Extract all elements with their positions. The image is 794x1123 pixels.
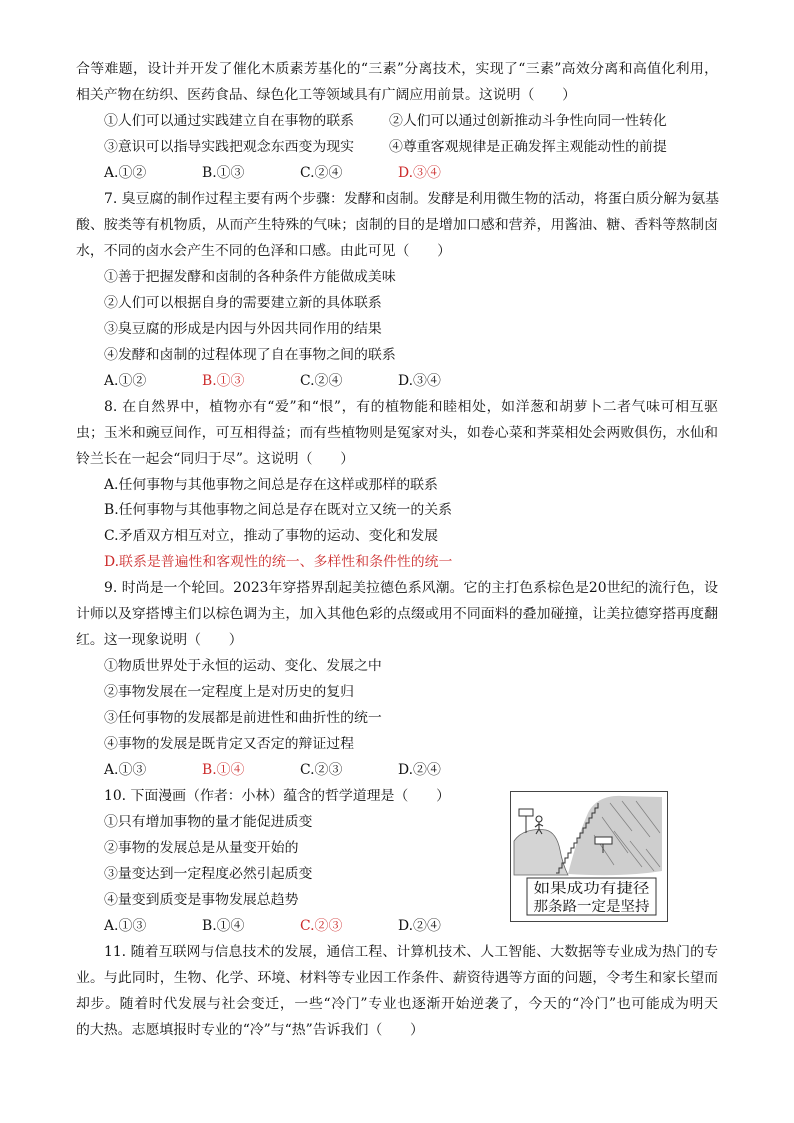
question-stem-line: 虫；玉米和豌豆间作，可互相得益；而有些植物则是冤家对头，如卷心菜和荠菜相处会两败俱伤，水仙和 bbox=[76, 424, 718, 441]
option-row bbox=[76, 109, 718, 135]
option-1: ①人们可以通过实践建立自在事物的联系 bbox=[104, 112, 355, 129]
option-3: ③意识可以指导实践把观念东西变为现实 bbox=[104, 138, 355, 155]
choice-d: D.③④ bbox=[398, 372, 441, 389]
choice-a: A.①③ bbox=[104, 917, 147, 934]
question-stem-line: 水，不同的卤水会产生不同的色泽和口感。由此可见（ ） bbox=[76, 242, 452, 259]
choice-d: D.③④ bbox=[398, 164, 441, 181]
option-3: ③臭豆腐的形成是内因与外因共同作用的结果 bbox=[104, 320, 382, 337]
question-stem-line: 的大热。志愿填报时专业的“冷”与“热”告诉我们（ ） bbox=[76, 1021, 424, 1038]
question-9 bbox=[76, 576, 718, 784]
option-4: ④事物的发展是既肯定又否定的辩证过程 bbox=[104, 736, 355, 753]
answer-choices bbox=[76, 161, 718, 187]
choice-b: B.①④ bbox=[202, 917, 245, 934]
option-2: ②人们可以根据自身的需要建立新的具体联系 bbox=[104, 294, 382, 311]
choice-c: C.②③ bbox=[300, 917, 343, 934]
question-stem-line: 10. 下面漫画（作者：小林）蕴含的哲学道理是（ ） bbox=[104, 788, 450, 805]
choice-d: D.②④ bbox=[398, 762, 441, 779]
option-4: ④尊重客观规律是正确发挥主观能动性的前提 bbox=[389, 138, 667, 155]
option-2: ②事物发展在一定程度上是对历史的复归 bbox=[104, 684, 355, 701]
choice-c: C.矛盾双方相互对立，推动了事物的运动、变化和发展 bbox=[104, 528, 439, 545]
question-stem-line: 铃兰长在一起会“同归于尽”。这说明（ ） bbox=[76, 450, 355, 467]
cartoon-image bbox=[510, 791, 668, 922]
choice-d: D.②④ bbox=[398, 917, 441, 934]
option-1: ①只有增加事物的量才能促进质变 bbox=[104, 814, 313, 831]
choice-c: C.②③ bbox=[300, 762, 343, 779]
question-11 bbox=[76, 940, 718, 1044]
choice-b: B.任何事物与其他事物之间总是存在既对立又统一的关系 bbox=[104, 502, 453, 519]
option-4: ④发酵和卤制的过程体现了自在事物之间的联系 bbox=[104, 346, 396, 363]
cartoon-caption-line-1: 如果成功有捷径 bbox=[533, 881, 632, 897]
option-1: ①善于把握发酵和卤制的各种条件方能做成美味 bbox=[104, 268, 396, 285]
choice-b: B.①③ bbox=[202, 372, 245, 389]
question-stem-line: 11. 随着互联网与信息技术的发展，通信工程、计算机技术、人工智能、大数据等专业成为热门的专 bbox=[104, 943, 718, 960]
option-3: ③量变达到一定程度必然引起质变 bbox=[104, 866, 313, 883]
option-2: ②事物的发展总是从量变开始的 bbox=[104, 840, 299, 857]
choice-a: A.任何事物与其他事物之间总是存在这样或那样的联系 bbox=[104, 476, 438, 493]
choice-a: A.①② bbox=[104, 164, 147, 181]
option-row bbox=[76, 135, 718, 161]
choice-d: D.联系是普遍性和客观性的统一、多样性和条件性的统一 bbox=[104, 554, 453, 571]
choice-a: A.①② bbox=[104, 372, 147, 389]
option-4: ④量变到质变是事物发展总趋势 bbox=[104, 892, 299, 908]
question-stem-line: 业。与此同时，生物、化学、环境、材料等专业因工作条件、薪资待遇等方面的问题，令考生和家长望而 bbox=[76, 969, 718, 986]
choice-a: A.①③ bbox=[104, 762, 147, 779]
option-1: ①物质世界处于永恒的运动、变化、发展之中 bbox=[104, 658, 382, 675]
question-stem-line: 酸、胺类等有机物质，从而产生特殊的气味；卤制的目的是增加口感和营养，用酱油、糖、香料等熬制卤 bbox=[76, 216, 718, 233]
question-continued bbox=[76, 57, 718, 187]
question-stem-line: 9. 时尚是一个轮回。2023年穿搭界刮起美拉德色系风潮。它的主打色系棕色是20世纪的流行色，设 bbox=[104, 580, 718, 597]
cartoon-caption-line-2: 那条路一定是坚持 bbox=[533, 899, 646, 915]
choice-c: C.②④ bbox=[300, 164, 343, 181]
question-stem-line: 7. 臭豆腐的制作过程主要有两个步骤：发酵和卤制。发酵是利用微生物的活动，将蛋白质分解为氨基 bbox=[104, 190, 719, 207]
answer-choices bbox=[76, 369, 718, 395]
question-7 bbox=[76, 187, 718, 395]
answer-choices bbox=[76, 758, 718, 784]
question-stem-line: 计师以及穿搭博主们以棕色调为主，加入其他色彩的点缀或用不同面料的叠加碰撞，让美拉德穿搭再度翻 bbox=[76, 606, 718, 623]
question-stem-line: 相关产物在纺织、医药食品、绿色化工等领域具有广阔应用前景。这说明（ ） bbox=[76, 86, 577, 103]
option-2: ②人们可以通过创新推动斗争性向同一性转化 bbox=[389, 112, 667, 129]
option-3: ③任何事物的发展都是前进性和曲折性的统一 bbox=[104, 710, 382, 727]
question-stem-line: 8. 在自然界中，植物亦有“爱”和“恨”，有的植物能和睦相处，如洋葱和胡萝卜二者气味可相互驱 bbox=[104, 398, 718, 415]
choice-b: B.①③ bbox=[202, 164, 245, 181]
question-8 bbox=[76, 395, 718, 577]
question-stem-line: 合等难题，设计并开发了催化木质素芳基化的“三素”分离技术，实现了“三素”高效分离和高值化利用， bbox=[76, 61, 718, 77]
question-stem-line: 却步。随着时代发展与社会变迁，一些“冷门”专业也逐渐开始逆袭了，今天的“冷门”也可能成为明天 bbox=[76, 995, 718, 1012]
question-stem-line: 红。这一现象说明（ ） bbox=[76, 632, 243, 649]
choice-c: C.②④ bbox=[300, 372, 343, 389]
choice-b: B.①④ bbox=[202, 762, 245, 779]
